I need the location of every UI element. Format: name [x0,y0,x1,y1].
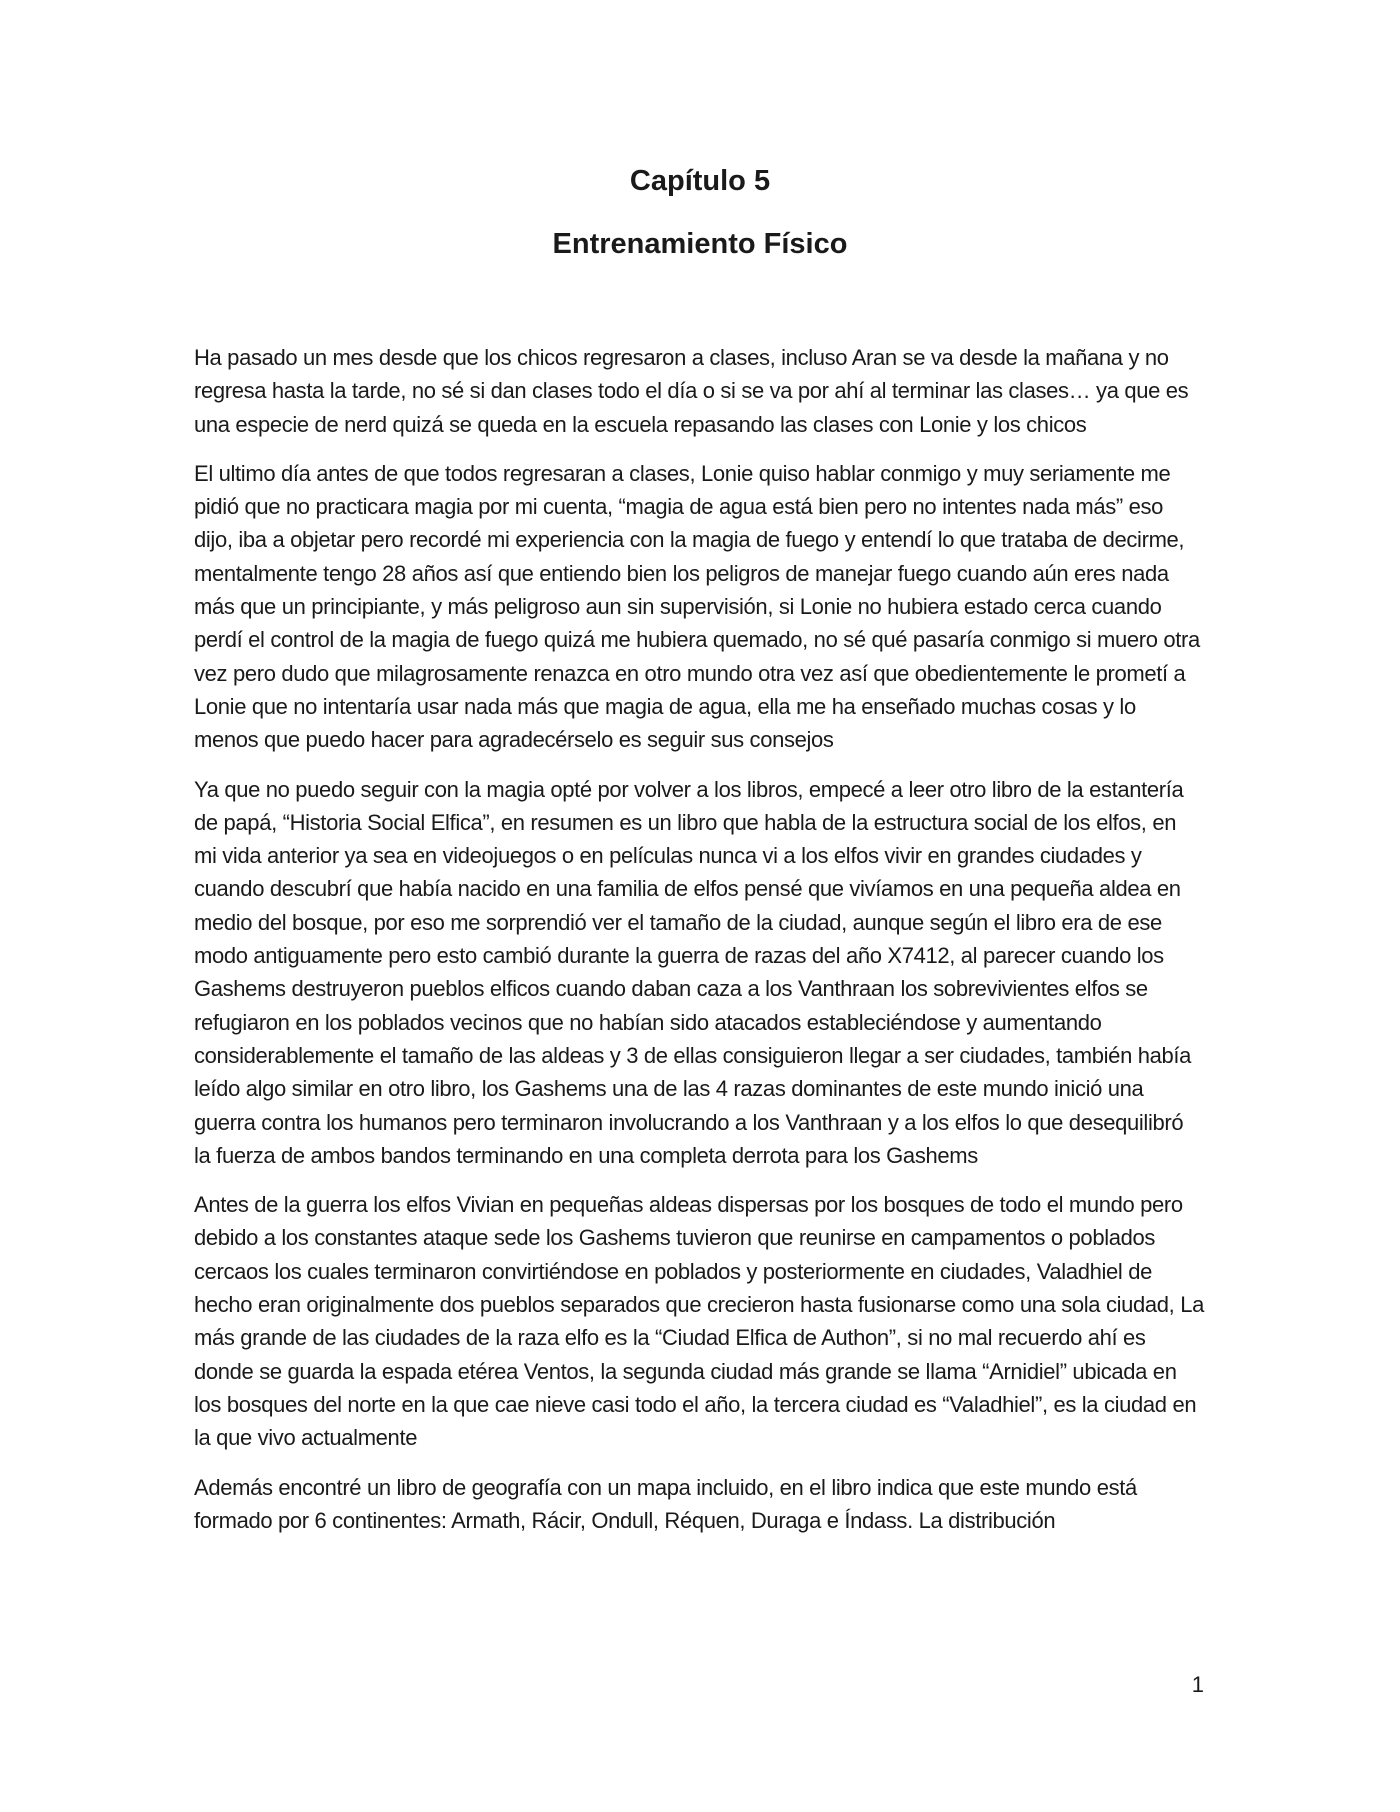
chapter-subtitle: Entrenamiento Físico [552,228,848,260]
paragraph: El ultimo día antes de que todos regresaran a clases, Lonie quiso hablar conmigo y muy seriamente me pidió que no practicara magia por mi cuenta, “magia de agua está bien pero no intentes nada más” eso dijo, iba a objetar pero recordé mi experiencia con la magia de fuego y entendí lo que trataba de decirme, mentalmente tengo 28 años así que entiendo bien los peligros de manejar fuego cuando aún eres nada más que un principiante, y más peligroso aun sin supervisión, si Lonie no hubiera estado cerca cuando perdí el control de la magia de fuego quizá me hubiera quemado, no sé qué pasaría conmigo si muero otra vez pero dudo que milagrosamente renazca en otro mundo otra vez así que obedientemente le prometí a Lonie que no intentaría usar nada más que magia de agua, ella me ha enseñado muchas cosas y lo menos que puedo hacer para agradecérselo es seguir sus consejos [194,460,1200,753]
paragraph: Antes de la guerra los elfos Vivian en pequeñas aldeas dispersas por los bosques de todo el mundo pero debido a los constantes ataque sede los Gashems tuvieron que reunirse en campamentos o poblados cercaos los cuales terminaron convirtiéndose en poblados y posteriormente en ciudades, Valadhiel de hecho eran originalmente dos pueblos separados que crecieron hasta fusionarse como una sola ciudad, La más grande de las ciudades de la raza elfo es la “Ciudad Elfica de Authon”, si no mal recuerdo ahí es donde se guarda la espada etérea Ventos, la segunda ciudad más grande se llama “Arnidiel” ubicada en los bosques del norte en la que cae nieve casi todo el año, la tercera ciudad es “Valadhiel”, es la ciudad en la que vivo actualmente [194,1192,1204,1451]
body-text [194,341,1204,1553]
page-number: 1 [1191,1672,1204,1697]
chapter-title: Capítulo 5 [629,165,771,197]
paragraph: Además encontré un libro de geografía con un mapa incluido, en el libro indica que este mundo está formado por 6 continentes: Armath, Rácir, Ondull, Réquen, Duraga e Índass. La distribución [194,1474,1137,1533]
paragraph: Ya que no puedo seguir con la magia opté por volver a los libros, empecé a leer otro libro de la estantería de papá, “Historia Social Elfica”, en resumen es un libro que habla de la estructura social de los elfos, en mi vida anterior ya sea en videojuegos o en películas nunca vi a los elfos vivir en grandes ciudades y cuando descubrí que había nacido en una familia de elfos pensé que vivíamos en una pequeña aldea en medio del bosque, por eso me sorprendió ver el tamaño de la ciudad, aunque según el libro era de ese modo antiguamente pero esto cambió durante la guerra de razas del año X7412, al parecer cuando los Gashems destruyeron pueblos elficos cuando daban caza a los Vanthraan los sobrevivientes elfos se refugiaron en los poblados vecinos que no habían sido atacados estableciéndose y aumentando considerablemente el tamaño de las aldeas y 3 de ellas consiguieron llegar a ser ciudades, también había leído algo similar en otro libro, los Gashems una de las 4 razas dominantes de este mundo inició una guerra contra los humanos pero terminaron involucrando a los Vanthraan y a los elfos lo que desequilibró la fuerza de ambos bandos terminando en una completa derrota para los Gashems [194,776,1192,1168]
paragraph: Ha pasado un mes desde que los chicos regresaron a clases, incluso Aran se va desde la mañana y no regresa hasta la tarde, no sé si dan clases todo el día o si se va por ahí al terminar las clases… ya que es una especie de nerd quizá se queda en la escuela repasando las clases con Lonie y los chicos [194,345,1189,437]
